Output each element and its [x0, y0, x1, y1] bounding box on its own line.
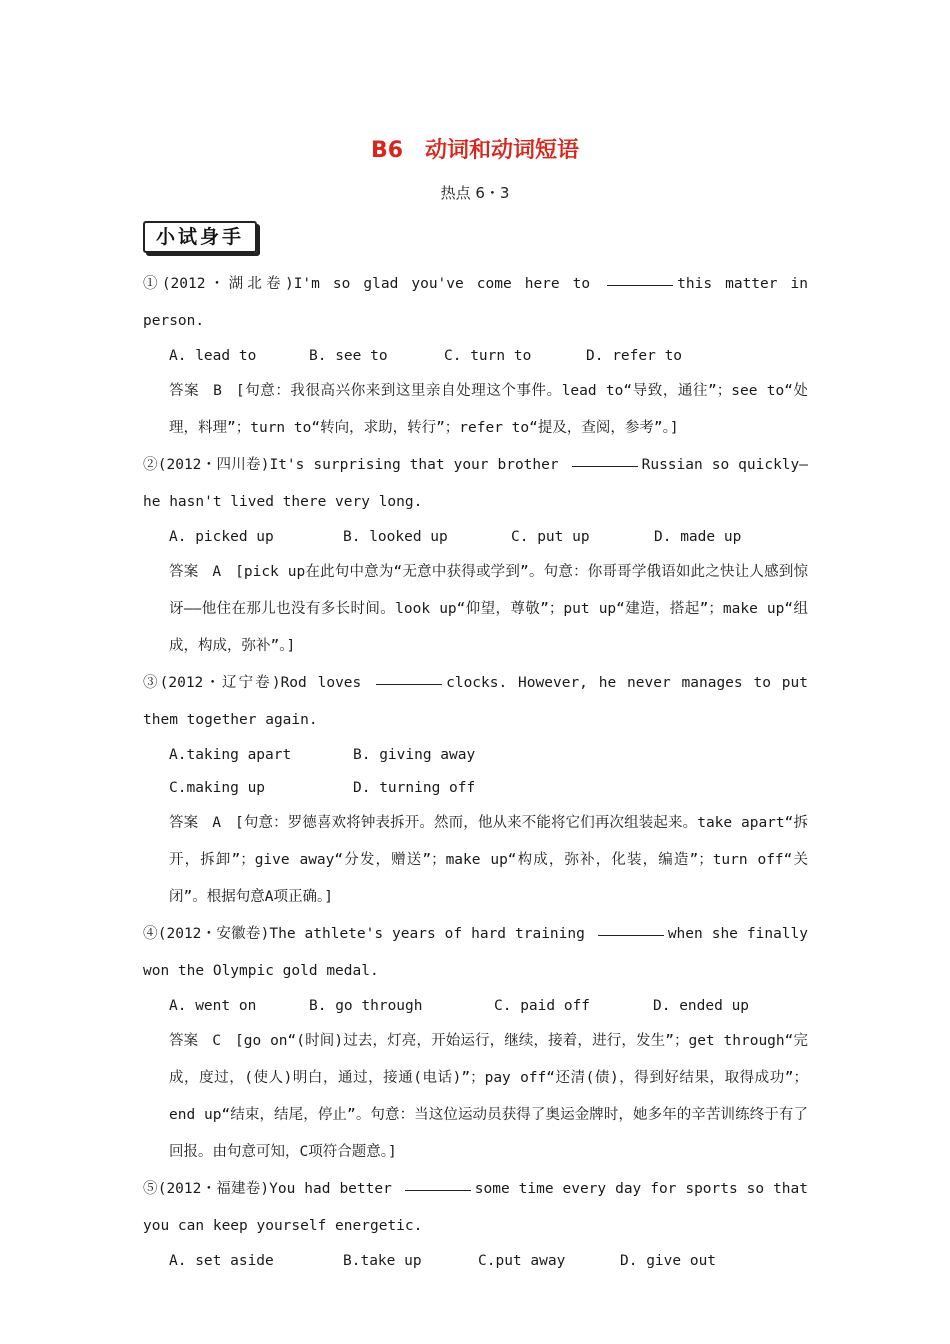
question-number: ③ [143, 675, 160, 691]
answer-choice: B [213, 383, 222, 399]
question-list [143, 266, 808, 1278]
answer-blank [376, 683, 442, 685]
option-b: B. go through [309, 998, 423, 1014]
question-stem: ④(2012・安徽卷)The athlete's years of hard training when she finally won the Olympic gold medal. [143, 926, 808, 979]
option-c: C.put away [478, 1253, 566, 1269]
question-number: ② [143, 457, 158, 473]
question-number: ④ [143, 926, 158, 942]
option-b: B. see to [309, 348, 388, 364]
answer-label: 答案 [169, 1033, 199, 1049]
answer-blank [405, 1189, 471, 1191]
question-3 [143, 665, 808, 916]
option-a: A. set aside [169, 1253, 274, 1269]
question-stem: ⑤(2012・福建卷)You had better some time every day for sports so that you can keep yourself energetic. [143, 1181, 808, 1234]
question-source: (2012・四川卷) [157, 457, 270, 473]
options-row [143, 521, 808, 554]
question-2 [143, 447, 808, 665]
answer-choice: A [212, 564, 222, 580]
question-4 [143, 916, 808, 1171]
question-source: (2012・湖北卷) [161, 276, 294, 292]
option-c: C.making up [169, 780, 266, 796]
option-d: D. ended up [653, 998, 750, 1014]
options-row [143, 990, 808, 1023]
options-row [143, 772, 808, 805]
option-a: A. went on [169, 998, 257, 1014]
answer-choice: C [212, 1033, 222, 1049]
question-stem: ①(2012・湖北卷)I'm so glad you've come here to this matter in person. [143, 276, 808, 329]
question-source: (2012・福建卷) [157, 1181, 270, 1197]
option-c: C. put up [511, 529, 590, 545]
options-row [143, 739, 808, 772]
option-b: B. giving away [353, 747, 476, 763]
option-a: A.taking apart [169, 747, 292, 763]
answer-label: 答案 [169, 383, 200, 399]
question-source: (2012・安徽卷) [157, 926, 270, 942]
question-stem: ③(2012・辽宁卷)Rod loves clocks. However, he never manages to put them together again. [143, 675, 808, 728]
answer-explanation: 答案 A [句意：罗德喜欢将钟表拆开。然而，他从来不能将它们再次组装起来。take apart“拆开，拆卸”；give away“分发，赠送”；make up“构成，弥补，化装，编造”；turn off“关闭”。根据句意A项正确。] [169, 815, 808, 905]
question-number: ① [143, 276, 162, 292]
option-d: D. made up [654, 529, 742, 545]
option-c: C. paid off [494, 998, 591, 1014]
page-subtitle: 热点 6・3 [440, 184, 510, 202]
answer-explanation: 答案 C [go on“(时间)过去，灯亮，开始运行，继续，接着，进行，发生”；get through“完成，度过，(使人)明白，通过，接通(电话)”；pay off“还清(债)，得到好结果，取得成功”；end up“结束，结尾，停止”。句意：当这位运动员获得了奥运金牌时，她多年的辛苦训练终于有了回报。由句意可知，C项符合题意。] [169, 1033, 808, 1160]
option-b: B.take up [343, 1253, 422, 1269]
options-row [143, 340, 808, 373]
answer-blank [572, 465, 638, 467]
option-a: A. lead to [169, 348, 257, 364]
question-1 [143, 266, 808, 447]
option-a: A. picked up [169, 529, 274, 545]
page-title: B6 动词和动词短语 [370, 138, 580, 163]
answer-blank [607, 284, 673, 286]
answer-label: 答案 [169, 564, 199, 580]
option-d: D. refer to [586, 348, 683, 364]
question-5 [143, 1171, 808, 1278]
answer-choice: A [212, 815, 221, 831]
option-d: D. give out [620, 1253, 717, 1269]
option-d: D. turning off [353, 780, 476, 796]
option-b: B. looked up [343, 529, 448, 545]
section-heading: 小试身手 [143, 221, 257, 253]
question-source: (2012・辽宁卷) [159, 675, 281, 691]
option-c: C. turn to [444, 348, 532, 364]
answer-blank [598, 934, 664, 936]
options-row [143, 1245, 808, 1278]
answer-explanation: 答案 B [句意：我很高兴你来到这里亲自处理这个事件。lead to“导致，通往”；see to“处理，料理”；turn to“转向，求助，转行”；refer to“提及，查阅，参考”。] [169, 383, 809, 436]
answer-explanation: 答案 A [pick up在此句中意为“无意中获得或学到”。句意：你哥哥学俄语如此之快让人感到惊讶——他住在那儿也没有多长时间。look up“仰望，尊敬”；put up“建造，搭起”；make up“组成，构成，弥补”。] [169, 564, 809, 654]
question-stem: ②(2012・四川卷)It's surprising that your brother Russian so quickly—he hasn't lived there very long. [143, 457, 809, 510]
answer-label: 答案 [169, 815, 199, 831]
question-number: ⑤ [143, 1181, 158, 1197]
